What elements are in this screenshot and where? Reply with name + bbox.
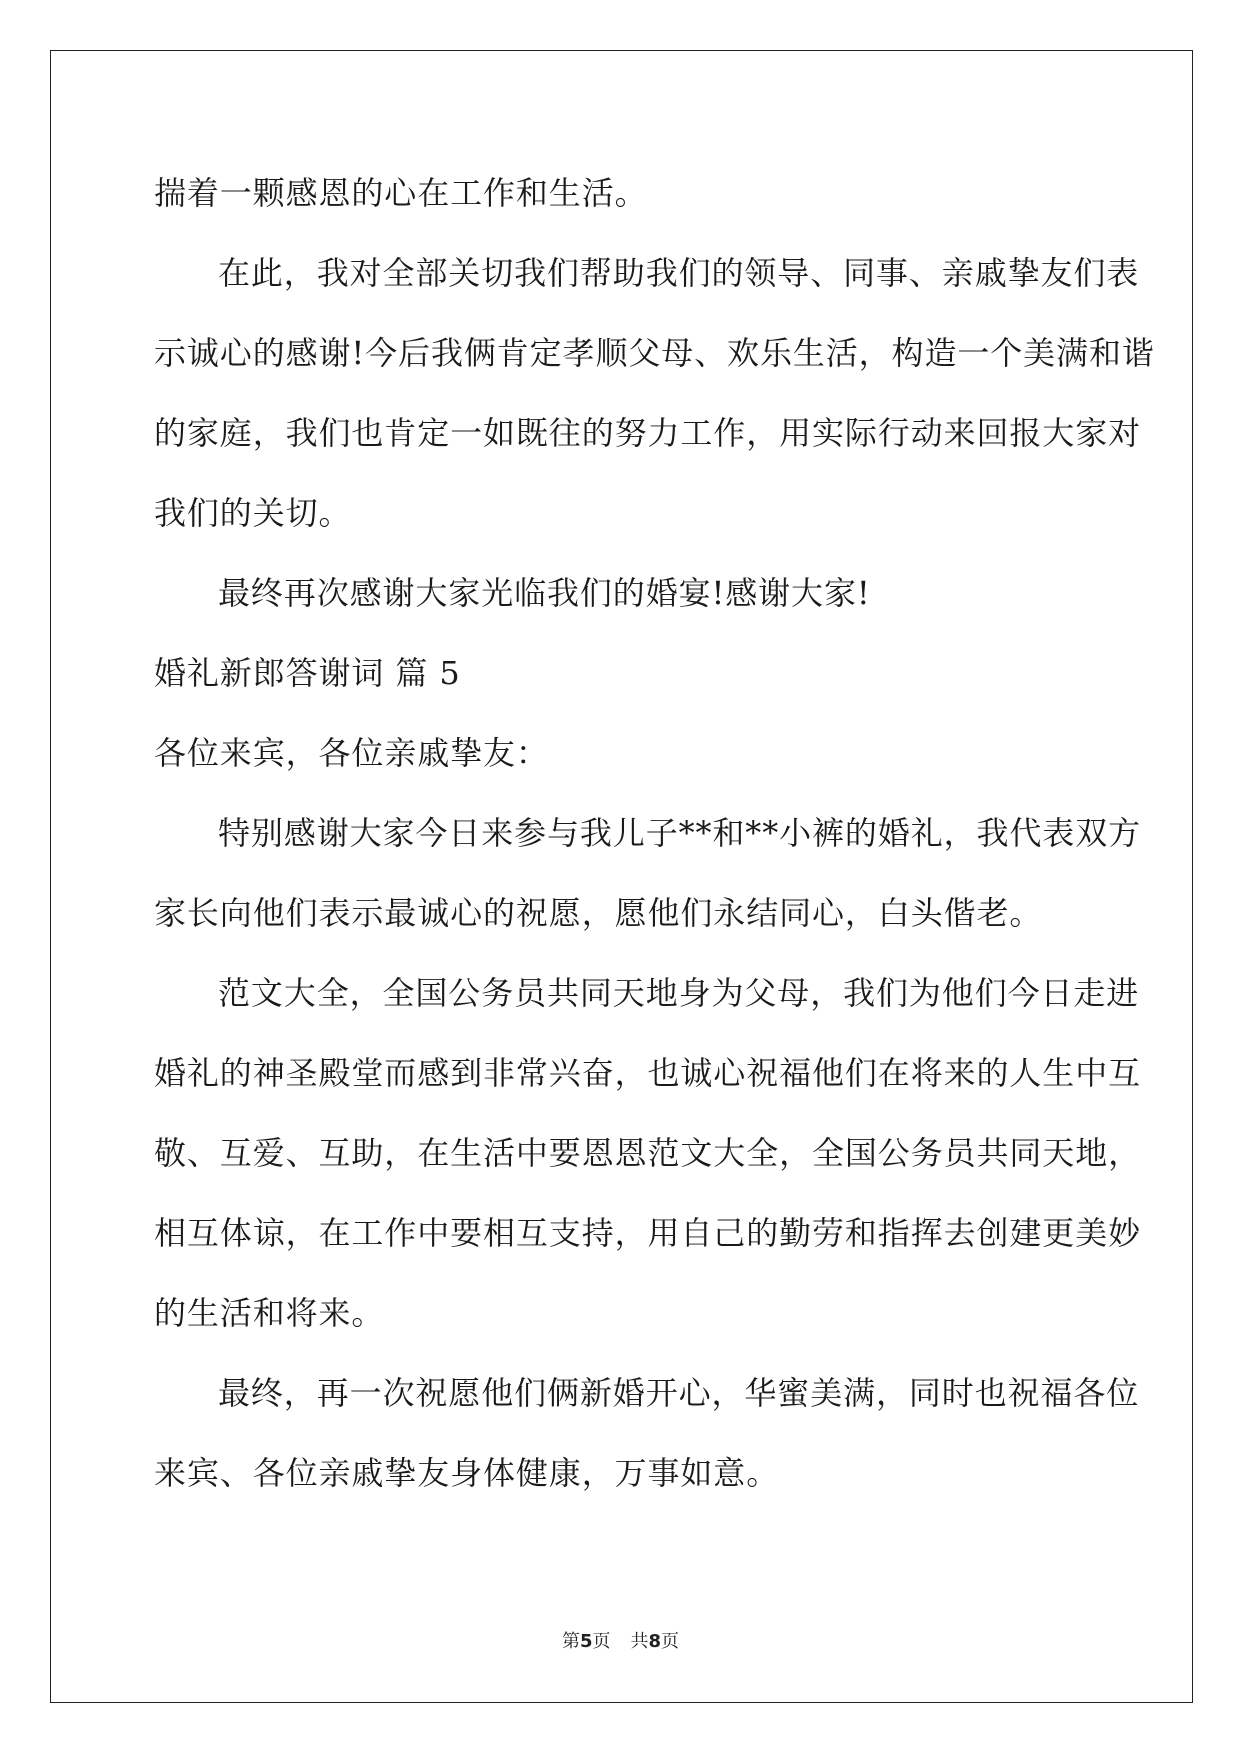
text-line: 家长向他们表示最诚心的祝愿，愿他们永结同心，白头偕老。: [154, 894, 1043, 932]
text-line: 的生活和将来。: [154, 1294, 385, 1332]
document-body: [154, 168, 1155, 1528]
current-page-number: 5: [579, 1631, 593, 1652]
text-line: 在此，我对全部关切我们帮助我们的领导、同事、亲戚挚友们表: [218, 254, 1140, 292]
page-footer: [0, 1631, 1241, 1653]
total-page-count: 8: [648, 1631, 662, 1652]
text-line: 敬、互爱、互助，在生活中要恩恩范文大全，全国公务员共同天地，: [154, 1134, 1142, 1172]
page-number-prefix: 第: [561, 1631, 580, 1652]
text-line: 来宾、各位亲戚挚友身体健康，万事如意。: [154, 1454, 780, 1492]
page-number-suffix: 页: [592, 1631, 611, 1652]
text-line: 示诚心的感谢!今后我俩肯定孝顺父母、欢乐生活，构造一个美满和谐: [154, 334, 1155, 372]
text-line: 最终，再一次祝愿他们俩新婚开心，华蜜美满，同时也祝福各位: [218, 1374, 1140, 1412]
section-heading: 婚礼新郎答谢词 篇 5: [154, 654, 461, 692]
text-line: 揣着一颗感恩的心在工作和生活。: [154, 174, 648, 212]
text-line: 最终再次感谢大家光临我们的婚宴!感谢大家!: [218, 574, 871, 612]
text-line: 特别感谢大家今日来参与我儿子**和**小裤的婚礼，我代表双方: [218, 814, 1142, 852]
total-pages-suffix: 页: [661, 1631, 680, 1652]
text-line: 婚礼的神圣殿堂而感到非常兴奋，也诚心祝福他们在将来的人生中互: [154, 1054, 1142, 1092]
total-pages-prefix: 共: [630, 1631, 649, 1652]
text-line: 的家庭，我们也肯定一如既往的努力工作，用实际行动来回报大家对: [154, 414, 1142, 452]
text-line: 我们的关切。: [154, 494, 352, 532]
text-line: 范文大全，全国公务员共同天地身为父母，我们为他们今日走进: [218, 974, 1140, 1012]
text-line: 相互体谅，在工作中要相互支持，用自己的勤劳和指挥去创建更美妙: [154, 1214, 1142, 1252]
salutation: 各位来宾，各位亲戚挚友：: [154, 734, 549, 772]
